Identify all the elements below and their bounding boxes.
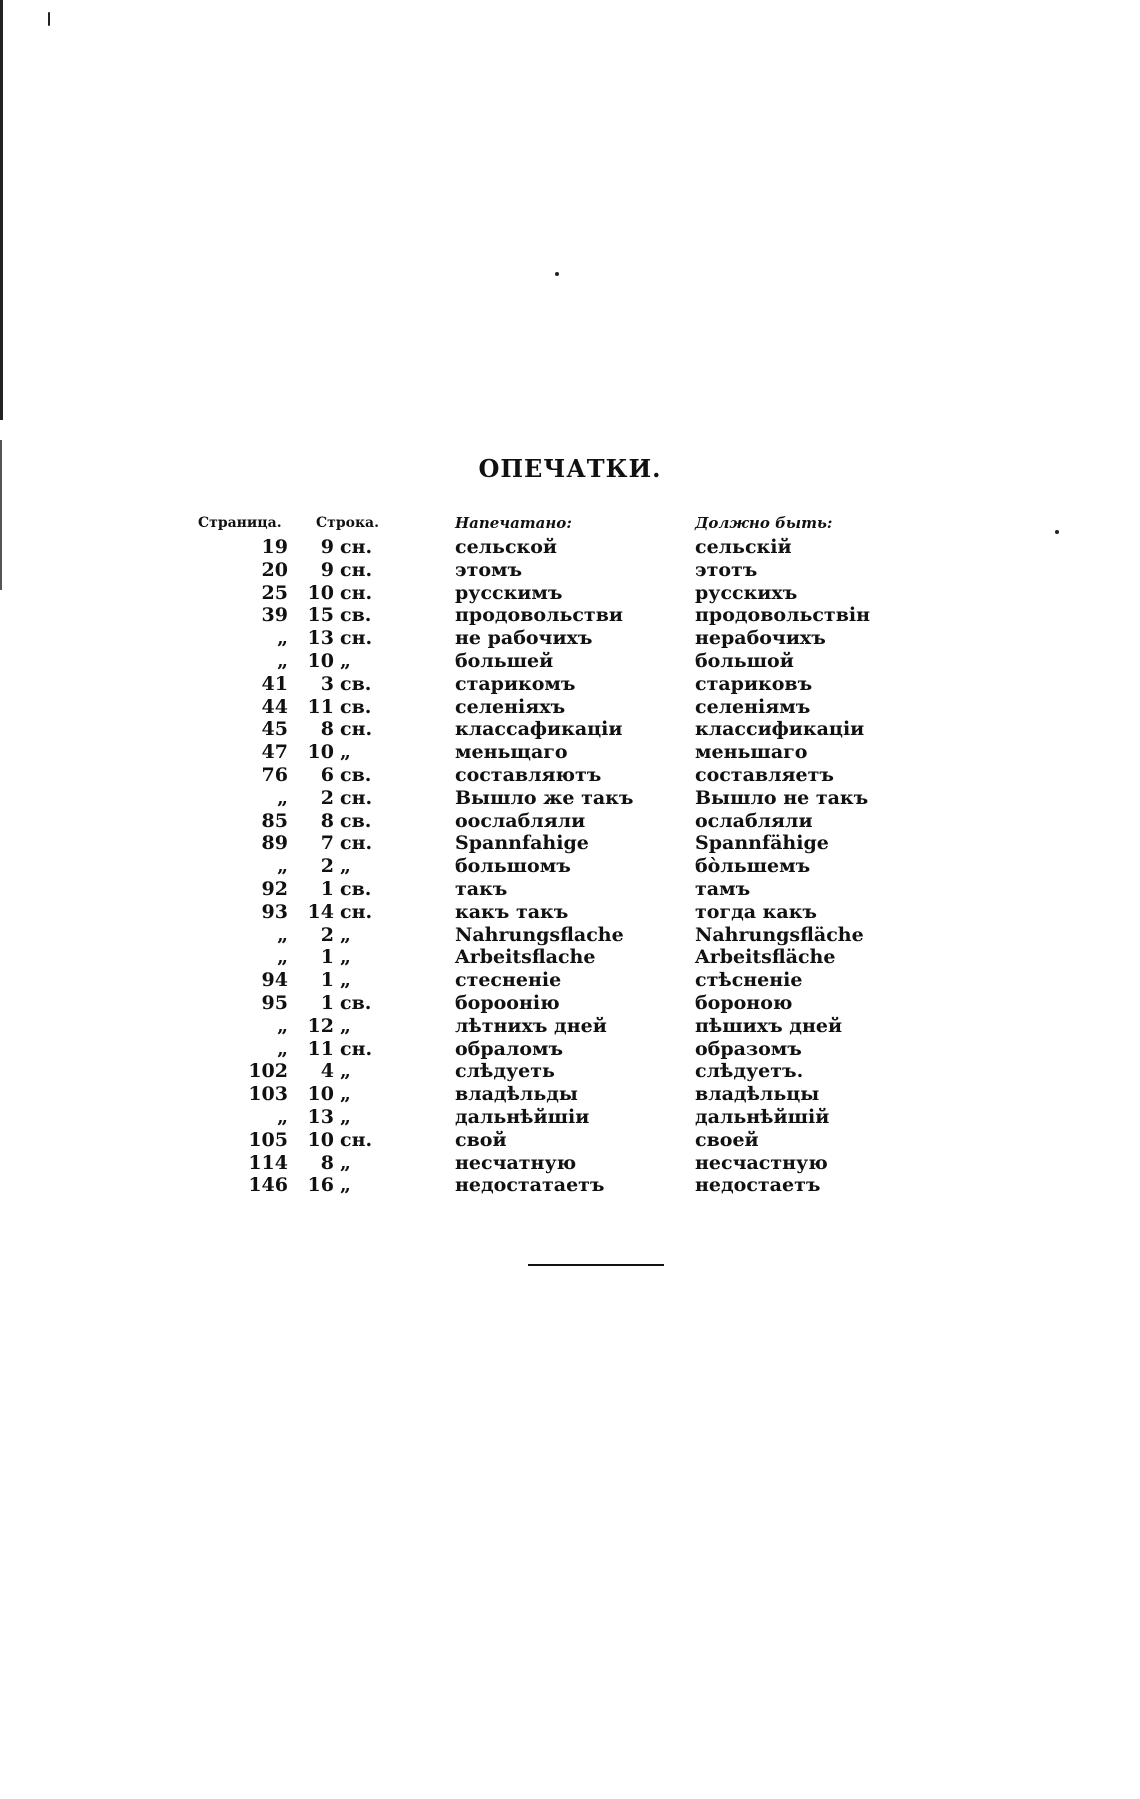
printed-text: какъ такъ — [455, 900, 569, 923]
printed-text: бороонію — [455, 991, 560, 1014]
line-number: 7 — [320, 832, 334, 855]
line-number: 10 — [307, 1128, 334, 1151]
line-number: 13 — [307, 627, 334, 650]
printed-text: слѣдуеть — [455, 1060, 555, 1083]
line-position: сн. — [340, 1128, 373, 1151]
errata-row — [190, 627, 890, 650]
correct-text: образомъ — [695, 1037, 802, 1060]
line-position: св. — [340, 809, 372, 832]
errata-header-row — [190, 510, 890, 536]
errata-row — [190, 878, 890, 901]
line-position: „ — [340, 741, 351, 764]
line-number: 9 — [320, 536, 334, 558]
page-number: 45 — [261, 718, 288, 741]
page-number: 93 — [261, 900, 288, 923]
line-number: 3 — [320, 672, 334, 695]
errata-row — [190, 810, 890, 833]
page-number: 95 — [261, 991, 288, 1014]
line-number: 12 — [307, 1014, 334, 1037]
page-number: „ — [277, 1014, 288, 1037]
correct-text: бо̀льшемъ — [695, 855, 811, 878]
correct-text: тогда какъ — [695, 900, 818, 923]
correct-text: Arbeitsfläche — [695, 946, 836, 969]
ink-speck — [48, 12, 50, 26]
line-position: „ — [340, 855, 351, 878]
page-number: „ — [277, 786, 288, 809]
page-number: 94 — [261, 969, 288, 992]
errata-row — [190, 787, 890, 810]
correct-text: стариковъ — [695, 672, 813, 695]
page-number: 19 — [261, 536, 288, 558]
ink-speck — [555, 272, 559, 276]
line-position: сн. — [340, 718, 373, 741]
printed-text: сельской — [455, 536, 558, 558]
correct-text: недостаетъ — [695, 1174, 821, 1197]
errata-row — [190, 946, 890, 969]
errata-row — [190, 1174, 890, 1197]
line-number: 4 — [320, 1060, 334, 1083]
page-number: „ — [277, 649, 288, 672]
correct-text: бороною — [695, 991, 793, 1014]
errata-row — [190, 604, 890, 627]
page-number: 146 — [248, 1174, 288, 1197]
ink-speck — [1055, 530, 1059, 534]
correct-text: стѣсненіе — [695, 969, 803, 992]
printed-text: старикомъ — [455, 672, 576, 695]
printed-text: селеніяхъ — [455, 695, 566, 718]
line-number: 1 — [320, 991, 334, 1014]
correct-text: большой — [695, 649, 794, 672]
line-number: 10 — [307, 649, 334, 672]
page-number: 41 — [261, 672, 288, 695]
printed-text: классафикаціи — [455, 718, 623, 741]
line-number: 1 — [320, 877, 334, 900]
printed-text: этомъ — [455, 558, 523, 581]
line-position: сн. — [340, 627, 373, 650]
errata-row — [190, 992, 890, 1015]
page-number: „ — [277, 627, 288, 650]
correct-text: Spannfähige — [695, 832, 829, 855]
line-number: 6 — [320, 763, 334, 786]
line-position: „ — [340, 946, 351, 969]
line-number: 8 — [320, 809, 334, 832]
line-number: 8 — [320, 1151, 334, 1174]
errata-row — [190, 924, 890, 947]
header-page: Страница. — [198, 515, 282, 531]
errata-row — [190, 1015, 890, 1038]
correct-text: нерабочихъ — [695, 627, 826, 650]
page-number: 39 — [261, 604, 288, 627]
correct-text: Вышло не такъ — [695, 786, 869, 809]
errata-row — [190, 536, 890, 559]
page-number: 114 — [248, 1151, 288, 1174]
errata-row — [190, 696, 890, 719]
header-line: Строка. — [316, 515, 379, 531]
errata-row — [190, 1038, 890, 1061]
line-position: „ — [340, 1105, 351, 1128]
correct-text: ослабляли — [695, 809, 813, 832]
correct-text: тамъ — [695, 877, 751, 900]
line-position: св. — [340, 695, 372, 718]
page-title: ОПЕЧАТКИ. — [478, 454, 662, 483]
printed-text: не рабочихъ — [455, 627, 593, 650]
page-number: „ — [277, 946, 288, 969]
errata-row — [190, 1060, 890, 1083]
page-number: 44 — [261, 695, 288, 718]
line-number: 11 — [307, 1037, 334, 1060]
page-number: „ — [277, 923, 288, 946]
line-number: 10 — [307, 1083, 334, 1106]
correct-text: продовольствін — [695, 604, 871, 627]
line-position: „ — [340, 1151, 351, 1174]
errata-row — [190, 559, 890, 582]
correct-text: русскихъ — [695, 581, 798, 604]
printed-text: обраломъ — [455, 1037, 564, 1060]
correct-text: пѣшихъ дней — [695, 1014, 843, 1037]
correct-text: несчастную — [695, 1151, 828, 1174]
line-number: 10 — [307, 581, 334, 604]
printed-text: такъ — [455, 877, 508, 900]
correct-text: классификаціи — [695, 718, 865, 741]
printed-text: лѣтнихъ дней — [455, 1014, 607, 1037]
printed-text: Spannfahige — [455, 832, 589, 855]
page-number: „ — [277, 1037, 288, 1060]
line-position: сн. — [340, 786, 373, 809]
line-number: 9 — [320, 558, 334, 581]
line-number: 16 — [307, 1174, 334, 1197]
printed-text: недостатаетъ — [455, 1174, 605, 1197]
printed-text: владѣльды — [455, 1083, 578, 1106]
page-number: 47 — [261, 741, 288, 764]
printed-text: свой — [455, 1128, 507, 1151]
line-position: св. — [340, 991, 372, 1014]
correct-text: слѣдуетъ. — [695, 1060, 804, 1083]
printed-text: большомъ — [455, 855, 571, 878]
correct-text: составляетъ — [695, 763, 834, 786]
line-position: „ — [340, 923, 351, 946]
page-number: „ — [277, 1105, 288, 1128]
errata-row — [190, 855, 890, 878]
correct-text: Nahrungsfläche — [695, 923, 864, 946]
line-position: св. — [340, 877, 372, 900]
correct-text: селеніямъ — [695, 695, 811, 718]
line-number: 8 — [320, 718, 334, 741]
printed-text: стесненіе — [455, 969, 562, 992]
printed-text: продовольстви — [455, 604, 624, 627]
line-position: сн. — [340, 900, 373, 923]
line-number: 15 — [307, 604, 334, 627]
header-printed: Напечатано: — [455, 514, 572, 532]
page-number: „ — [277, 855, 288, 878]
line-position: „ — [340, 1014, 351, 1037]
correct-text: своей — [695, 1128, 759, 1151]
line-position: сн. — [340, 536, 373, 558]
correct-text: дальнѣйшій — [695, 1105, 830, 1128]
line-number: 10 — [307, 741, 334, 764]
errata-row — [190, 1083, 890, 1106]
errata-row — [190, 969, 890, 992]
line-position: „ — [340, 1174, 351, 1197]
line-position: св. — [340, 604, 372, 627]
errata-row — [190, 582, 890, 605]
line-number: 14 — [307, 900, 334, 923]
errata-row — [190, 650, 890, 673]
printed-text: несчатную — [455, 1151, 577, 1174]
line-number: 2 — [320, 855, 334, 878]
line-position: „ — [340, 1060, 351, 1083]
correct-text: владѣльцы — [695, 1083, 820, 1106]
page-number: 76 — [261, 763, 288, 786]
page-number: 25 — [261, 581, 288, 604]
page-number: 102 — [248, 1060, 288, 1083]
printed-text: Arbeitsflache — [455, 946, 596, 969]
errata-row — [190, 1106, 890, 1129]
line-number: 1 — [320, 946, 334, 969]
printed-text: русскимъ — [455, 581, 563, 604]
printed-text: меньщаго — [455, 741, 568, 764]
page-number: 103 — [248, 1083, 288, 1106]
errata-row — [190, 741, 890, 764]
line-position: „ — [340, 649, 351, 672]
printed-text: дальнѣйшіи — [455, 1105, 590, 1128]
line-position: „ — [340, 1083, 351, 1106]
page-number: 89 — [261, 832, 288, 855]
printed-text: оослабляли — [455, 809, 586, 832]
line-position: „ — [340, 969, 351, 992]
line-number: 13 — [307, 1105, 334, 1128]
errata-row — [190, 901, 890, 924]
line-position: сн. — [340, 832, 373, 855]
line-position: св. — [340, 763, 372, 786]
page-number: 20 — [261, 558, 288, 581]
header-should-be: Должно быть: — [695, 514, 833, 532]
errata-row — [190, 718, 890, 741]
line-position: сн. — [340, 1037, 373, 1060]
errata-row — [190, 832, 890, 855]
errata-table — [190, 510, 890, 1197]
correct-text: меньшаго — [695, 741, 808, 764]
closing-rule — [528, 1264, 664, 1266]
line-number: 2 — [320, 923, 334, 946]
printed-text: большей — [455, 649, 554, 672]
page-number: 85 — [261, 809, 288, 832]
printed-text: составляютъ — [455, 763, 602, 786]
errata-rows — [190, 536, 890, 1197]
page-edge-mark — [0, 0, 3, 420]
line-position: сн. — [340, 558, 373, 581]
line-number: 2 — [320, 786, 334, 809]
errata-row — [190, 764, 890, 787]
correct-text: сельскій — [695, 536, 792, 558]
line-position: сн. — [340, 581, 373, 604]
line-number: 11 — [307, 695, 334, 718]
page-number: 92 — [261, 877, 288, 900]
printed-text: Вышло же такъ — [455, 786, 634, 809]
page-number: 105 — [248, 1128, 288, 1151]
line-number: 1 — [320, 969, 334, 992]
errata-row — [190, 673, 890, 696]
line-position: св. — [340, 672, 372, 695]
printed-text: Nahrungsflache — [455, 923, 624, 946]
errata-row — [190, 1152, 890, 1175]
errata-row — [190, 1129, 890, 1152]
correct-text: этотъ — [695, 558, 758, 581]
